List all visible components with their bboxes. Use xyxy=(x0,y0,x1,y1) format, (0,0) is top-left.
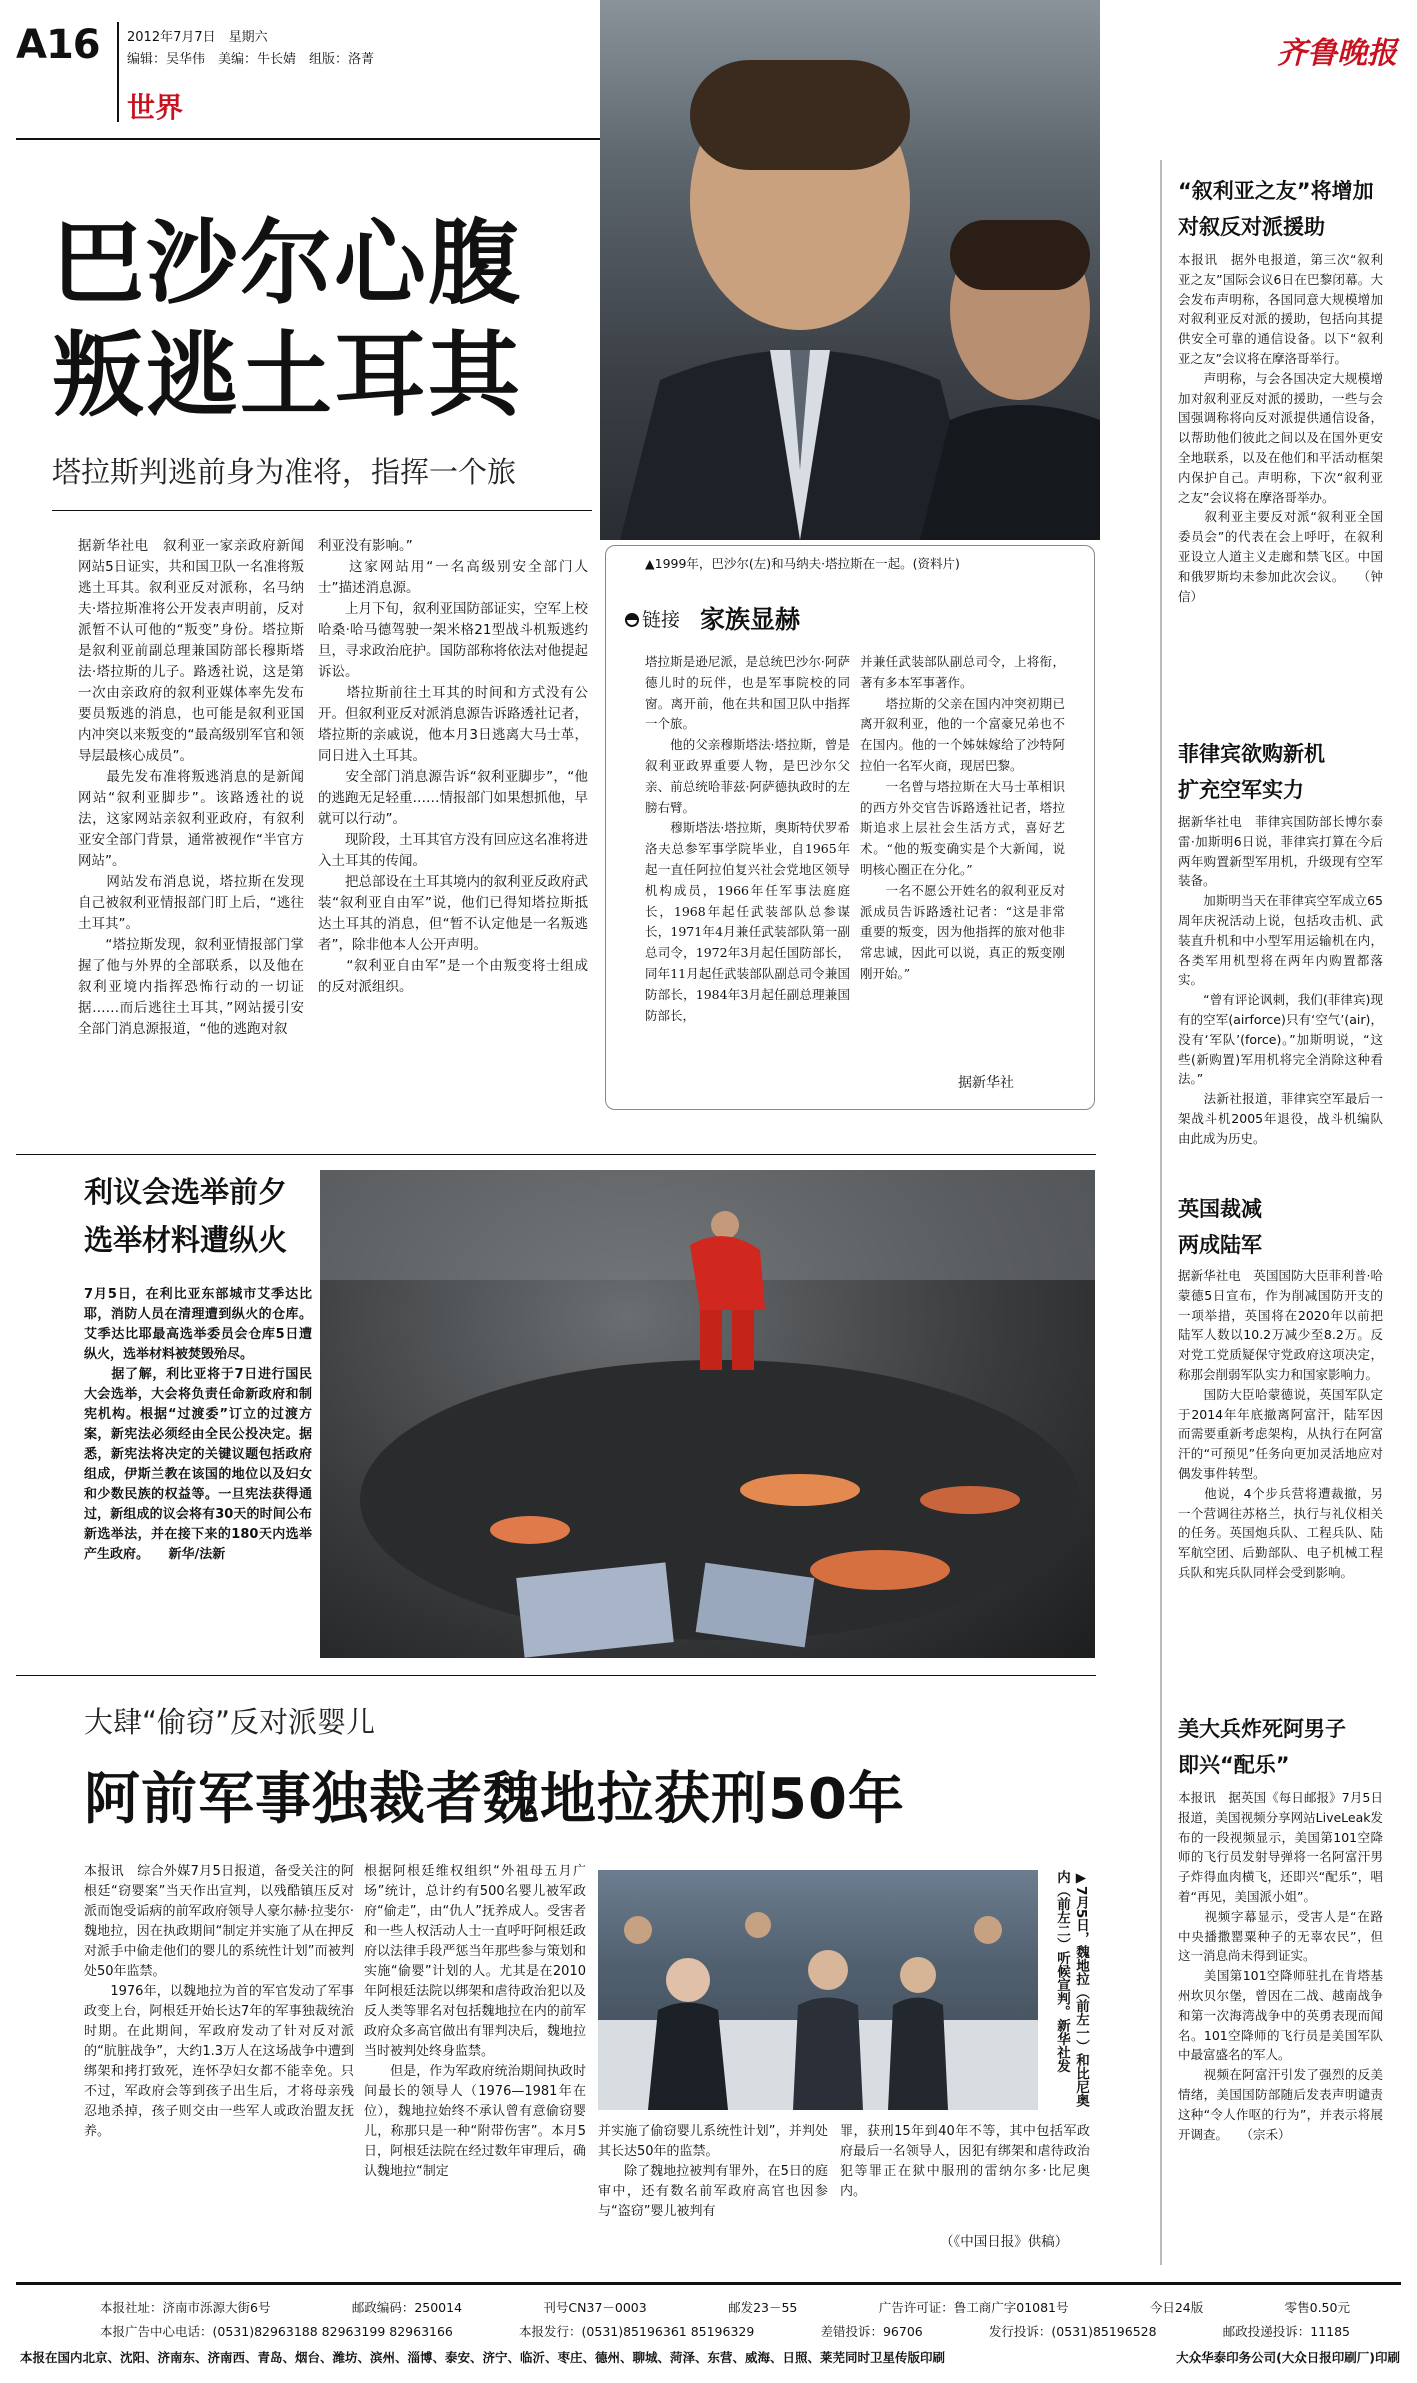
argentina-column-2: 根据阿根廷维权组织“外祖母五月广场”统计，总计约有500名婴儿被军政府“偷走”，由“仇人”抚养成人。受害者和一些人权活动人士一直呼吁阿根廷政府以法律手段严惩当年那些参与策划和实施“偷婴”计划的人。尤其是在2010年阿根廷法院以绑架和虐待政治犯以及反人类等罪名对包括魏地拉在内的前军政府众多高官做出有罪判决后，魏地拉当时被判处终身监禁。 但是，作为军政府统治期间执政时间最长的领导人（1976—1981年在位），魏地拉始终不承认曾有意偷窃婴儿，称那只是一种“附带伤害”。本月5日，阿根廷法院在经过数年审理后，确认魏地拉“制定 xyxy=(364,1864,586,2179)
burned-warehouse xyxy=(320,1170,1095,1658)
side-column-divider xyxy=(1160,160,1162,2265)
side-story-3-title-line2: 两成陆军 xyxy=(1178,1233,1262,1257)
page-number: A16 xyxy=(16,22,100,68)
sidebar-label xyxy=(625,605,680,632)
footer-rule xyxy=(16,2282,1401,2285)
side-story-2-title-line1: 菲律宾欲购新机 xyxy=(1178,742,1325,766)
footer-postal-complaint: 邮政投递投诉：11185 xyxy=(1222,2324,1350,2339)
footer-error-report: 差错投诉：96706 xyxy=(820,2324,923,2339)
footer-row-2 xyxy=(100,2322,1350,2340)
header-divider xyxy=(117,22,119,122)
argentina-photo-caption: ▶7月5日，魏地拉（前左一）和比尼奥内（前左二）听候宣判。新华社发 xyxy=(1054,1870,1089,2108)
side-story-1-title-line2: 对叙反对派援助 xyxy=(1178,215,1325,239)
footer-delivery-complaint: 发行投诉：(0531)85196528 xyxy=(988,2324,1157,2339)
header-date: 2012年7月7日 星期六 xyxy=(127,30,268,45)
argentina-column-1: 本报讯 综合外媒7月5日报道，备受关注的阿根廷“窃婴案”当天作出宣判，以残酷镇压反对派而饱受诟病的前军政府领导人豪尔赫·拉斐尔·魏地拉，因在执政期间“制定并实施了从在押反对派手中偷走他们的婴儿的系统性计划”而被判处50年监禁。 1976年，以魏地拉为首的军官发动了军事政变上台，阿根廷开始长达7年的军事独裁统治时期。在此期间，军政府发动了针对反对派的“肮脏战争”，大约1.3万人在这场战争中遭到绑架和拷打致死，连怀孕妇女都不能幸免。只不过，军政府会等到孩子出生后，才将母亲残忍地杀掉，孩子则交由一些军人或政治盟友抚养。 xyxy=(84,1864,354,2139)
side-story-4-body: 本报讯 据英国《每日邮报》7月5日报道，美国视频分享网站LiveLeak发布的一段视频显示，美国第101空降师的飞行员发射导弹将一名阿富汗男子炸得血肉横飞，还即兴“配乐”，唱着“再见，美国派小姐”。 视频字幕显示，受害人是“在路中央播撒罂粟种子的无辜农民”，但这一消息尚未得到证实。 美国第101空降师驻扎在肯塔基州坎贝尔堡，曾因在二战、越南战争和第一次海湾战争中的英勇表现而闻名。101空降师的飞行员是美国军队中最富盛名的军人。 视频在阿富汗引发了强烈的反美情绪，美国国防部随后发表声明谴责这种“令人作呕的行为”，并表示将展开调查。 （宗禾） xyxy=(1178,1790,1383,2142)
sidebar-column-1: 塔拉斯是逊尼派，是总统巴沙尔·阿萨德儿时的玩伴，也是军事院校的同窗。离开前，他在共和国卫队中指挥一个旅。 他的父亲穆斯塔法·塔拉斯，曾是叙利亚政界重要人物，是巴沙尔父亲、前总统哈菲兹·阿萨德执政时的左膀右臂。 穆斯塔法·塔拉斯，奥斯特伏罗希洛夫总参军事学院毕业，自1965年起一直任阿拉伯复兴社会党地区领导机构成员，1966年任军事法庭庭长，1968年起任武装部队总参谋长，1971年4月兼任武装部队第一副总司令，1972年3月起任国防部长，同年11月起任武装部队副总司令兼国防部长，1984年3月起任副总理兼国防部长， xyxy=(645,654,850,1023)
argentina-photo xyxy=(598,1870,1038,2110)
footer-address: 本报社址：济南市泺源大街6号 xyxy=(100,2300,271,2315)
sidebar-source: 据新华社 xyxy=(958,1075,1014,1091)
footer-pages: 今日24版 xyxy=(1149,2300,1204,2315)
lead-title-line1: 巴沙尔心腹 xyxy=(52,209,523,317)
lead-column-1: 据新华社电 叙利亚一家亲政府新闻网站5日证实，共和国卫队一名准将叛逃土耳其。叙利亚反对派称，名马纳夫·塔拉斯准将公开发表声明前，反对派暂不认可他的“叛变”身份。塔拉斯是叙利亚前副总理兼国防部长穆斯塔法·塔拉斯的儿子。路透社说，这是第一次由亲政府的叙利亚媒体率先发布要员叛逃的消息，也可能是叙利亚国内冲突以来叛变的“最高级别军官和领导层最核心成员”。 最先发布准将叛逃消息的是新闻网站“叙利亚脚步”。该路透社的说法，这家网站亲叙利亚政府，有叙利亚安全部门背景，通常被视作“半官方网站”。 网站发布消息说，塔拉斯在发现自己被叙利亚情报部门盯上后，“逃往土耳其”。 “塔拉斯发现，叙利亚情报部门掌握了他与外界的全部联系，以及他在叙利亚境内指挥恐怖行动的一切证据……而后逃往土耳其，”网站援引安全部门消息源报道，“他的逃跑对叙 xyxy=(78,538,304,1037)
footer-distribution: 本报发行：(0531)85196361 85196329 xyxy=(519,2324,755,2339)
lead-photo xyxy=(600,0,1100,540)
sidebar-title: 家族显赫 xyxy=(700,605,801,634)
libya-body: 7月5日，在利比亚东部城市艾季达比耶，消防人员在清理遭到纵火的仓库。艾季达比耶最高选举委员会仓库5日遭纵火，选举材料被焚毁殆尽。 据了解，利比亚将于7日进行国民大会选举，大会将负责任命新政府和制宪机构。根据“过渡委”订立的过渡方案，新宪法必须经由全民公投决定。据悉，新宪法将决定的关键议题包括政府组成，伊斯兰教在该国的地位以及妇女和少数民族的权益等。一旦宪法获得通过，新组成的议会将有30天的时间公布新选举法，并在接下来的180天内选举产生政府。 新华/法新 xyxy=(84,1287,312,1562)
courtroom-defendants xyxy=(598,1870,1038,2110)
section-name: 世界 xyxy=(127,91,184,124)
libya-bottom-rule xyxy=(16,1675,1096,1676)
lead-photo-caption: ▲1999年，巴沙尔(左)和马纳夫·塔拉斯在一起。(资料片) xyxy=(645,556,960,571)
side-story-4-title-line1: 美大兵炸死阿男子 xyxy=(1178,1717,1346,1741)
footer-row-3 xyxy=(20,2348,1400,2366)
portrait-figures xyxy=(600,0,1100,540)
argentina-kicker: 大肆“偷窃”反对派婴儿 xyxy=(84,1705,376,1739)
footer-printer: 大众华泰印务公司(大众日报印刷厂)印刷 xyxy=(1176,2350,1400,2365)
header-editors: 编辑：吴华伟 美编：牛长婧 组版：洛菁 xyxy=(127,52,375,67)
libya-title-line2: 选举材料遭纵火 xyxy=(84,1223,288,1257)
footer-mailcode: 邮发23－55 xyxy=(728,2300,798,2315)
argentina-title: 阿前军事独裁者魏地拉获刑50年 xyxy=(84,1767,905,1832)
footer-row-1 xyxy=(100,2298,1350,2316)
argentina-source: （《中国日报》供稿） xyxy=(940,2234,1069,2250)
side-story-1-title-line1: “叙利亚之友”将增加 xyxy=(1178,179,1374,203)
newspaper-logo: 齐鲁晚报 xyxy=(1277,36,1397,71)
side-story-4-title-line2: 即兴“配乐” xyxy=(1178,1753,1290,1777)
side-story-2-body: 据新华社电 菲律宾国防部长博尔泰雷·加斯明6日说，菲律宾打算在今后两年购置新型军用机，升级现有空军装备。 加斯明当天在菲律宾空军成立65周年庆祝活动上说，包括攻击机、武装直升机和中小型军用运输机在内，各类军用机型将在两年内购置都落实。 “曾有评论讽刺，我们(菲律宾)现有的空军(airforce)只有‘空气’(air)，没有‘军队’(force)。”加斯明说，“这些(新购置)军用机将完全消除这种看法。” 法新社报道，菲律宾空军最后一架战斗机2005年退役，战斗机编队由此成为历史。 xyxy=(1178,814,1383,1146)
footer-price: 零售0.50元 xyxy=(1284,2300,1350,2315)
libya-title-line1: 利议会选举前夕 xyxy=(84,1175,288,1209)
footer-cn: 刊号CN37－0003 xyxy=(543,2300,647,2315)
footer-print-sites: 本报在国内北京、沈阳、济南东、济南西、青岛、烟台、潍坊、滨州、淄博、泰安、济宁、临沂、枣庄、德州、聊城、菏泽、东营、威海、日照、莱芜同时卫星传版印刷 xyxy=(20,2350,946,2365)
lead-bottom-rule xyxy=(16,1154,1096,1155)
footer-ad-license: 广告许可证：鲁工商广字01081号 xyxy=(878,2300,1069,2315)
lead-subtitle: 塔拉斯判逃前身为准将，指挥一个旅 xyxy=(52,455,517,489)
argentina-column-3: 并实施了偷窃婴儿系统性计划”，并判处其长达50年的监禁。 除了魏地拉被判有罪外，在5日的庭审中，还有数名前军政府高官也因参与“盗窃”婴儿被判有 xyxy=(598,2124,828,2219)
side-story-1-body: 本报讯 据外电报道，第三次“叙利亚之友”国际会议6日在巴黎闭幕。大会发布声明称，各国同意大规模增加对叙利亚反对派的援助，包括向其提供安全可靠的通信设备。以下“叙利亚之友”会议将在摩洛哥举行。 声明称，与会各国决定大规模增加对叙利亚反对派的援助，一些与会国强调称将向反对派提供通信设备，以帮助他们彼此之间以及在国外更安全地联系，以及在他们和平活动框架内保护自己。声明称，下次“叙利亚之友”会议将在摩洛哥举办。 叙利亚主要反对派“叙利亚全国委员会”的代表在会上呼吁，在叙利亚设立人道主义走廊和禁飞区。中国和俄罗斯均未参加此次会议。 （钟信） xyxy=(1178,252,1383,604)
footer-postcode: 邮政编码：250014 xyxy=(351,2300,463,2315)
lead-subtitle-rule xyxy=(52,510,592,511)
footer-ad-phone: 本报广告中心电话：(0531)82963188 82963199 82963166 xyxy=(100,2324,453,2339)
lead-title-line2: 叛逃土耳其 xyxy=(52,321,523,429)
side-story-3-body: 据新华社电 英国国防大臣菲利普·哈蒙德5日宣布，作为削减国防开支的一项举措，英国将在2020年以前把陆军人数以10.2万减少至8.2万。反对党工党质疑保守党政府这项决定，称那会削弱军队实力和国家影响力。 国防大臣哈蒙德说，英国军队定于2014年年底撤离阿富汗，陆军因而需要重新考虑架构，从执行在阿富汗的“可预见”任务向更加灵活地应对偶发事件转型。 他说，4个步兵营将遭裁撤，另一个营调往苏格兰，执行与礼仪相关的任务。英国炮兵队、工程兵队、陆军航空团、后勤部队、电子机械工程兵队和宪兵队同样会受到影响。 xyxy=(1178,1268,1383,1580)
link-icon xyxy=(625,613,639,627)
side-story-2-title-line2: 扩充空军实力 xyxy=(1178,778,1304,802)
libya-photo xyxy=(320,1170,1095,1658)
side-story-3-title-line1: 英国裁减 xyxy=(1178,1197,1262,1221)
sidebar-column-2: 并兼任武装部队副总司令，上将衔，著有多本军事著作。 塔拉斯的父亲在国内冲突初期已离开叙利亚，他的一个富豪兄弟也不在国内。他的一个姊妹嫁给了沙特阿拉伯一名军火商，现居巴黎。 一名曾与塔拉斯在大马士革相识的西方外交官告诉路透社记者，塔拉斯追求上层社会生活方式，喜好艺术。“他的叛变确实是个大新闻，说明核心圈正在分化。” 一名不愿公开姓名的叙利亚反对派成员告诉路透社记者：“这是非常重要的叛变，因为他指挥的旅对他非常忠诚，因此可以说，真正的叛变刚刚开始。” xyxy=(860,654,1065,981)
argentina-column-4: 罪，获刑15年到40年不等，其中包括军政府最后一名领导人，因犯有绑架和虐待政治犯等罪正在狱中服刑的雷纳尔多·比尼奥内。 xyxy=(840,2124,1090,2199)
lead-column-2: 利亚没有影响。” 这家网站用“一名高级别安全部门人士”描述消息源。 上月下旬，叙利亚国防部证实，空军上校哈桑·哈马德驾驶一架米格21型战斗机叛逃约旦，寻求政治庇护。国防部称将依法对他提起诉讼。 塔拉斯前往土耳其的时间和方式没有公开。但叙利亚反对派消息源告诉路透社记者，塔拉斯的亲戚说，他本月3日逃离大马士革，同日进入土耳其。 安全部门消息源告诉“叙利亚脚步”，“他的逃跑无足轻重……情报部门如果想抓他，早就可以行动”。 现阶段，土耳其官方没有回应这名准将进入土耳其的传闻。 把总部设在土耳其境内的叙利亚反政府武装“叙利亚自由军”说，他们已得知塔拉斯抵达土耳其的消息，但“暂不认定他是一名叛逃者”，除非他本人公开声明。 “叙利亚自由军”是一个由叛变将士组成的反对派组织。 xyxy=(318,538,588,995)
sidebar-label-text: 链接 xyxy=(642,609,681,631)
